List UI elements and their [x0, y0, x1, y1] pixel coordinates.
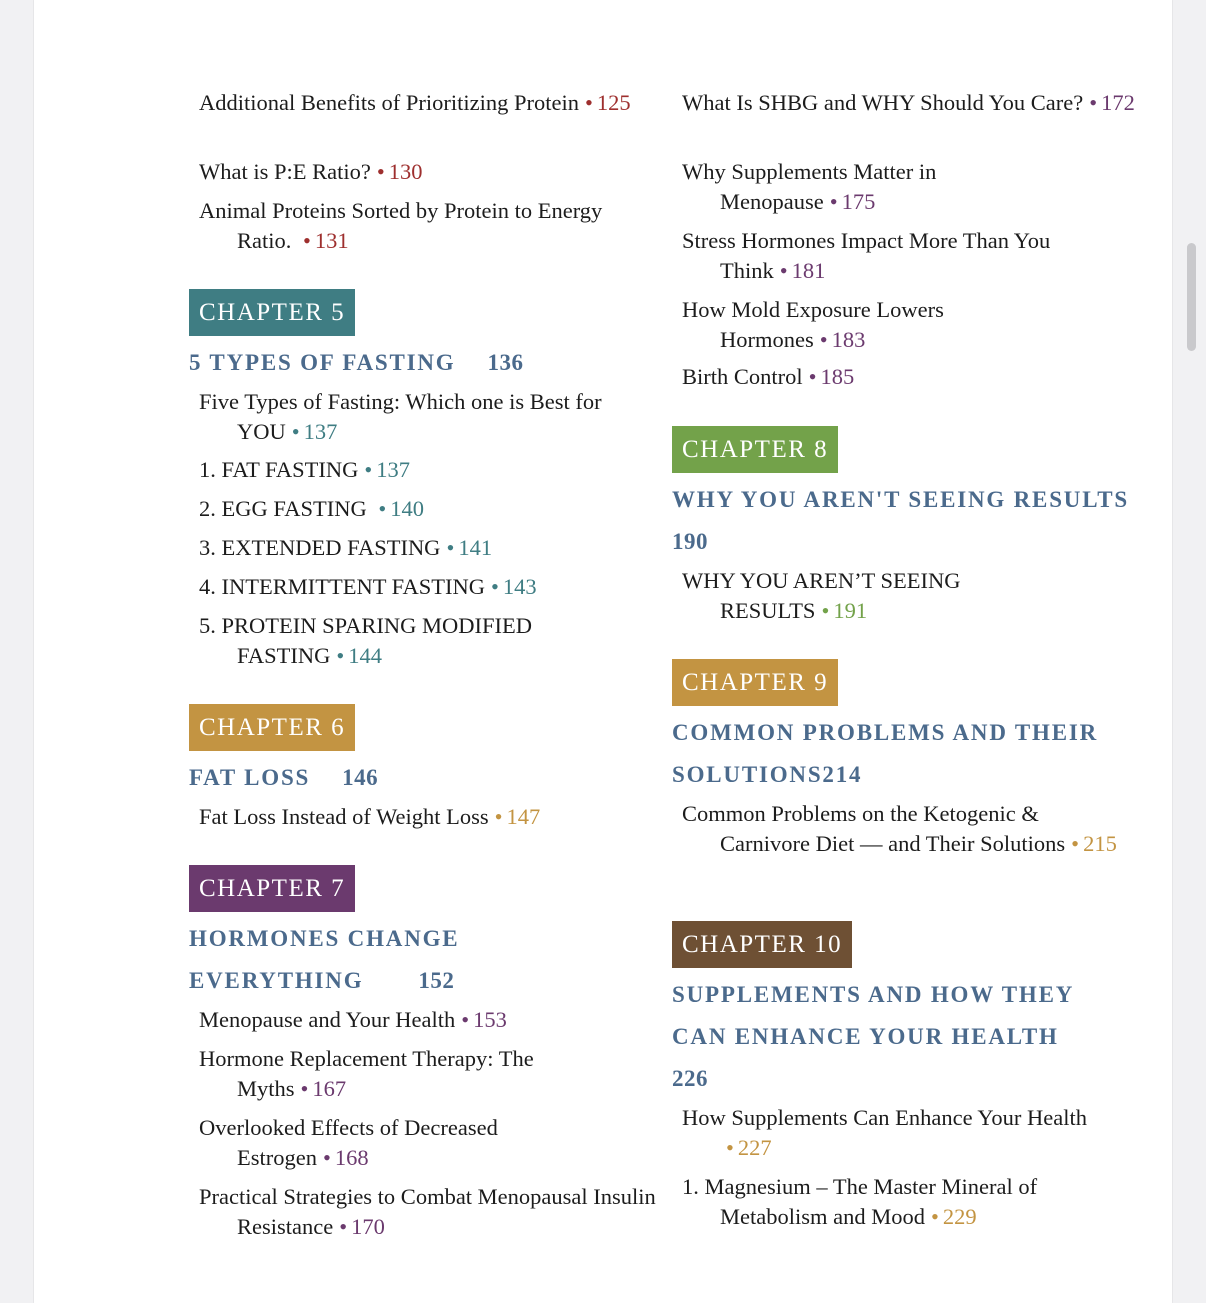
entry-page: 140 — [390, 496, 424, 521]
entry-title: Common Problems on the Ketogenic & Carnivore Diet — and Their Solutions — [682, 801, 1066, 856]
chapter-8-title[interactable] — [672, 479, 1129, 521]
entry-page: 137 — [376, 457, 411, 482]
toc-entry[interactable] — [199, 1005, 677, 1035]
entry-page: 130 — [388, 159, 423, 184]
chapter-7-title-line2[interactable] — [189, 960, 454, 1002]
chapter-page: 152 — [418, 968, 455, 993]
toc-entry[interactable] — [199, 88, 637, 118]
entry-page: 137 — [303, 418, 338, 444]
entry-title: 1. Magnesium – The Master Mineral of Metabolism and Mood — [682, 1174, 1038, 1229]
toc-entry[interactable] — [682, 226, 1160, 285]
entry-title: Animal Proteins Sorted by Protein to Energy Ratio. — [199, 198, 603, 253]
bullet-dot: • — [378, 496, 387, 521]
toc-entry[interactable] — [682, 362, 1150, 392]
entry-title: Additional Benefits of Prioritizing Protein — [199, 90, 579, 115]
toc-entry[interactable] — [199, 455, 667, 485]
bullet-dot: • — [821, 597, 830, 623]
chapter-9-title[interactable] — [672, 712, 1098, 754]
toc-entry[interactable] — [682, 1103, 1120, 1162]
entry-title: Why Supplements Matter in Menopause — [682, 159, 937, 214]
chapter-10-title[interactable] — [672, 974, 1074, 1016]
entry-page: 229 — [942, 1203, 977, 1229]
bullet-dot: • — [461, 1007, 470, 1032]
toc-entry[interactable] — [199, 1113, 607, 1172]
bullet-dot: • — [322, 1144, 331, 1170]
entry-title: WHY YOU AREN’T SEEING RESULTS — [682, 568, 961, 623]
bullet-dot: • — [336, 642, 345, 668]
entry-page: 147 — [506, 804, 541, 829]
entry-page: 191 — [833, 597, 868, 623]
entry-title: How Supplements Can Enhance Your Health — [682, 1105, 1087, 1130]
toc-entry[interactable] — [199, 1182, 667, 1241]
entry-page: 131 — [314, 227, 349, 253]
entry-page: 144 — [348, 642, 382, 668]
bullet-dot: • — [491, 574, 499, 599]
chapter-title-text: EVERYTHING — [189, 968, 364, 993]
toc-entry[interactable] — [682, 566, 1050, 625]
entry-page: 185 — [820, 364, 855, 389]
toc-entry[interactable] — [682, 88, 1140, 118]
entry-title: Fat Loss Instead of Weight Loss — [199, 804, 489, 829]
chapter-title-text: COMMON PROBLEMS AND THEIR — [672, 720, 1099, 745]
bullet-dot: • — [726, 1134, 734, 1160]
toc-entry[interactable] — [199, 157, 667, 187]
bullet-dot: • — [829, 188, 838, 214]
chapter-10-title-line2[interactable] — [672, 1016, 1059, 1058]
bullet-dot: • — [376, 159, 385, 184]
chapter-7-label: CHAPTER 7 — [189, 865, 355, 912]
toc-entry[interactable] — [199, 196, 627, 255]
chapter-8-page[interactable] — [672, 521, 708, 563]
toc-entry[interactable] — [199, 533, 667, 563]
entry-page: 153 — [473, 1007, 507, 1032]
chapter-8-label: CHAPTER 8 — [672, 426, 838, 473]
entry-title: Five Types of Fasting: Which one is Best for YOU — [199, 389, 602, 444]
chapter-page: 226 — [672, 1066, 708, 1091]
chapter-title-text: FAT LOSS — [189, 765, 311, 790]
bullet-dot: • — [1071, 830, 1080, 856]
entry-page: 167 — [312, 1075, 347, 1101]
entry-page: 172 — [1101, 90, 1135, 115]
toc-entry[interactable] — [199, 387, 657, 446]
entry-page: 227 — [737, 1134, 772, 1160]
entry-page: 125 — [596, 90, 631, 115]
chapter-9-label: CHAPTER 9 — [672, 659, 838, 706]
chapter-page: 190 — [672, 529, 708, 554]
bullet-dot: • — [300, 1075, 309, 1101]
entry-title: Stress Hormones Impact More Than You Think — [682, 228, 1051, 283]
chapter-page: 136 — [487, 350, 524, 375]
bullet-dot: • — [584, 90, 593, 115]
chapter-title-text: 5 TYPES OF FASTING — [189, 350, 456, 375]
entry-page: 170 — [351, 1213, 385, 1239]
bullet-dot: • — [930, 1203, 939, 1229]
chapter-title-text: SOLUTIONS214 — [672, 762, 863, 787]
entry-page: 215 — [1083, 830, 1117, 856]
entry-page: 168 — [334, 1144, 369, 1170]
document-page — [34, 0, 1172, 1303]
entry-page: 141 — [458, 535, 493, 560]
toc-entry[interactable] — [199, 802, 677, 832]
toc-entry[interactable] — [682, 157, 1050, 216]
entry-title: How Mold Exposure Lowers Hormones — [682, 297, 944, 352]
bullet-dot: • — [339, 1213, 348, 1239]
entry-title: 4. INTERMITTENT FASTING — [199, 574, 486, 599]
bullet-dot: • — [494, 804, 503, 829]
chapter-title-text: CAN ENHANCE YOUR HEALTH — [672, 1024, 1059, 1049]
entry-title: What is P:E Ratio? — [199, 159, 371, 184]
bullet-dot: • — [808, 364, 817, 389]
toc-entry[interactable] — [199, 494, 667, 524]
bullet-dot: • — [779, 257, 788, 283]
chapter-5-label: CHAPTER 5 — [189, 289, 355, 336]
bullet-dot: • — [291, 418, 300, 444]
chapter-10-page[interactable] — [672, 1058, 708, 1100]
bullet-dot: • — [1089, 90, 1098, 115]
chapter-title-text: SUPPLEMENTS AND HOW THEY — [672, 982, 1075, 1007]
bullet-dot: • — [303, 227, 311, 253]
bullet-dot: • — [364, 457, 373, 482]
chapter-5-title[interactable] — [189, 342, 524, 384]
toc-entry[interactable] — [682, 1172, 1140, 1231]
entry-title: 3. EXTENDED FASTING — [199, 535, 441, 560]
entry-title: Practical Strategies to Combat Menopausal Insulin Resistance — [199, 1184, 656, 1239]
chapter-10-label: CHAPTER 10 — [672, 921, 852, 968]
bullet-dot: • — [446, 535, 455, 560]
vertical-scrollbar-thumb[interactable] — [1187, 243, 1196, 351]
toc-entry[interactable] — [682, 799, 1120, 858]
chapter-6-label: CHAPTER 6 — [189, 704, 355, 751]
toc-entry[interactable] — [199, 611, 632, 670]
entry-title: What Is SHBG and WHY Should You Care? — [682, 90, 1084, 115]
toc-entry[interactable] — [199, 572, 667, 602]
chapter-title-text: HORMONES CHANGE — [189, 926, 460, 951]
chapter-page: 146 — [342, 765, 379, 790]
toc-entry[interactable] — [682, 295, 1050, 354]
entry-title: 2. EGG FASTING — [199, 496, 373, 521]
entry-page: 181 — [791, 257, 826, 283]
chapter-6-title[interactable] — [189, 757, 378, 799]
chapter-9-title-line2[interactable] — [672, 754, 862, 796]
entry-title: Hormone Replacement Therapy: The Myths — [199, 1046, 534, 1101]
chapter-title-text: WHY YOU AREN'T SEEING RESULTS — [672, 487, 1129, 512]
entry-title: Overlooked Effects of Decreased Estrogen — [199, 1115, 498, 1170]
entry-page: 143 — [502, 574, 537, 599]
toc-entry[interactable] — [199, 1044, 617, 1103]
entry-title: 1. FAT FASTING — [199, 457, 359, 482]
entry-title: 5. PROTEIN SPARING MODIFIED FASTING — [199, 613, 532, 668]
entry-page: 175 — [841, 188, 876, 214]
chapter-7-title[interactable] — [189, 918, 459, 960]
bullet-dot: • — [819, 326, 828, 352]
entry-page: 183 — [831, 326, 866, 352]
entry-title: Birth Control — [682, 364, 803, 389]
entry-title: Menopause and Your Health — [199, 1007, 456, 1032]
